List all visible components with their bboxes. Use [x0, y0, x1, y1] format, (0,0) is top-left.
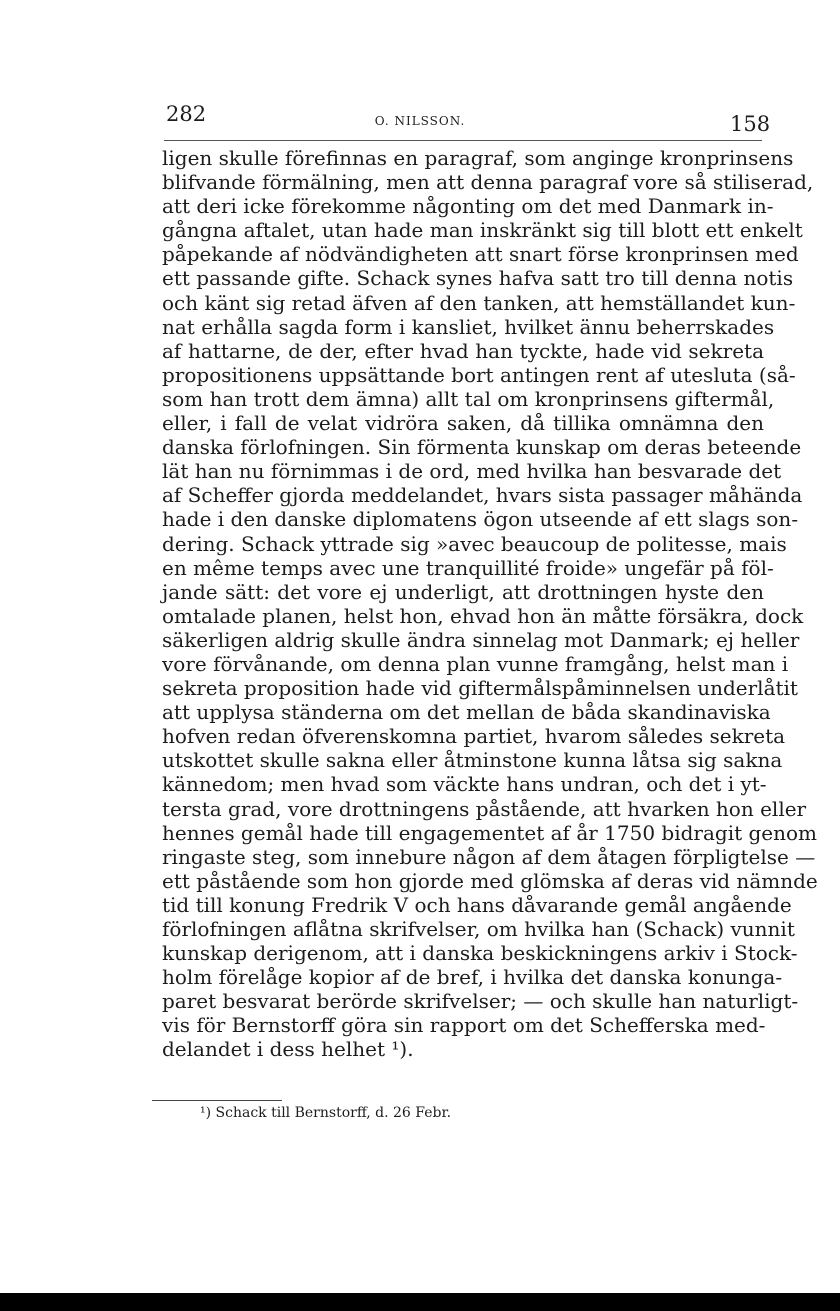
text-line: hofven redan öfverenskomna partiet, hvarom således sekreta	[162, 724, 786, 749]
text-line: lät han nu förnimmas i de ord, med hvilka han besvarade det	[162, 459, 782, 484]
footnote: ¹) Schack till Bernstorff, d. 26 Febr.	[200, 1105, 452, 1121]
body-text	[162, 146, 818, 1062]
text-line: sekreta proposition hade vid giftermålspåminnelsen underlåtit	[162, 676, 798, 701]
text-line: vis för Bernstorff göra sin rapport om det Schefferska med-	[162, 1013, 766, 1038]
text-line: tid till konung Fredrik V och hans dåvarande gemål angående	[162, 892, 792, 917]
text-line: holm förelåge kopior af de bref, i hvilka det danska konunga-	[162, 965, 783, 990]
text-line: nat erhålla sagda form i kansliet, hvilket ännu beherrskades	[162, 314, 775, 339]
text-line: ringaste steg, som innebure någon af dem åtagen förpligtelse —	[162, 844, 816, 869]
footnote-rule	[152, 1100, 282, 1101]
text-line: af Scheffer gjorda meddelandet, hvars sista passager måhända	[162, 483, 803, 508]
text-line: ligen skulle förefinnas en paragraf, som anginge kronprinsens	[162, 146, 794, 170]
text-line: ett påstående som hon gjorde med glömska af deras vid nämnde	[162, 868, 818, 893]
text-line: en même temps avec une tranquillité froide» ungefär på föl-	[162, 555, 774, 580]
scan-edge-bar	[0, 1293, 840, 1311]
text-line: och känt sig retad äfven af den tanken, att hemställandet kun-	[162, 290, 796, 315]
text-line: hade i den danske diplomatens ögon utseende af ett slags son-	[162, 507, 799, 532]
running-title: O. NILSSON.	[374, 114, 466, 128]
text-line: kännedom; men hvad som väckte hans undran, och det i yt-	[162, 772, 767, 797]
text-line: gångna aftalet, utan hade man inskränkt sig till blott ett enkelt	[162, 218, 803, 243]
text-line: säkerligen aldrig skulle ändra sinnelag mot Danmark; ej heller	[162, 627, 800, 652]
text-line: jande sätt: det vore ej underligt, att drottningen hyste den	[162, 579, 764, 604]
text-line: påpekande af nödvändigheten att snart förse kronprinsen med	[162, 242, 799, 267]
text-line: danska förlofningen. Sin förmenta kunskap om deras beteende	[162, 435, 802, 460]
text-line: tersta grad, vore drottningens påstående, att hvarken hon eller	[162, 796, 807, 821]
text-line: som han trott dem ämna) allt tal om kronprinsens giftermål,	[162, 386, 775, 411]
text-line: vore förvånande, om denna plan vunne framgång, helst man i	[162, 651, 789, 676]
page-number-right: 158	[730, 112, 771, 136]
text-line: dering. Schack yttrade sig »avec beaucoup de politesse, mais	[162, 531, 787, 556]
text-line: att deri icke förekomme någonting om det med Danmark in-	[162, 194, 774, 219]
page-number-left: 282	[166, 102, 207, 126]
text-line: eller, i fall de velat vidröra saken, då tillika omnämna den	[162, 411, 764, 436]
text-line: att upplysa ständerna om det mellan de båda skandinaviska	[162, 700, 771, 725]
text-line: kunskap derigenom, att i danska beskickningens arkiv i Stock-	[162, 941, 798, 966]
header-rule	[164, 140, 762, 141]
text-line: af hattarne, de der, efter hvad han tyckte, hade vid sekreta	[162, 338, 764, 363]
text-line: omtalade planen, helst hon, ehvad hon än måtte försäkra, dock	[162, 603, 804, 628]
text-line: utskottet skulle sakna eller åtminstone kunna låtsa sig sakna	[162, 748, 783, 773]
text-line: propositionens uppsättande bort antingen rent af utesluta (så-	[162, 362, 796, 387]
text-line: blifvande förmälning, men att denna paragraf vore så stiliserad,	[162, 170, 814, 195]
text-line: paret besvarat berörde skrifvelser; — och skulle han naturligt-	[162, 989, 799, 1014]
text-line: hennes gemål hade till engagementet af år 1750 bidragit genom	[162, 820, 818, 845]
text-line: ett passande gifte. Schack synes hafva satt tro till denna notis	[162, 266, 794, 291]
text-line: delandet i dess helhet ¹).	[162, 1037, 414, 1062]
text-line: förlofningen aflåtna skrifvelser, om hvilka han (Schack) vunnit	[162, 917, 795, 941]
